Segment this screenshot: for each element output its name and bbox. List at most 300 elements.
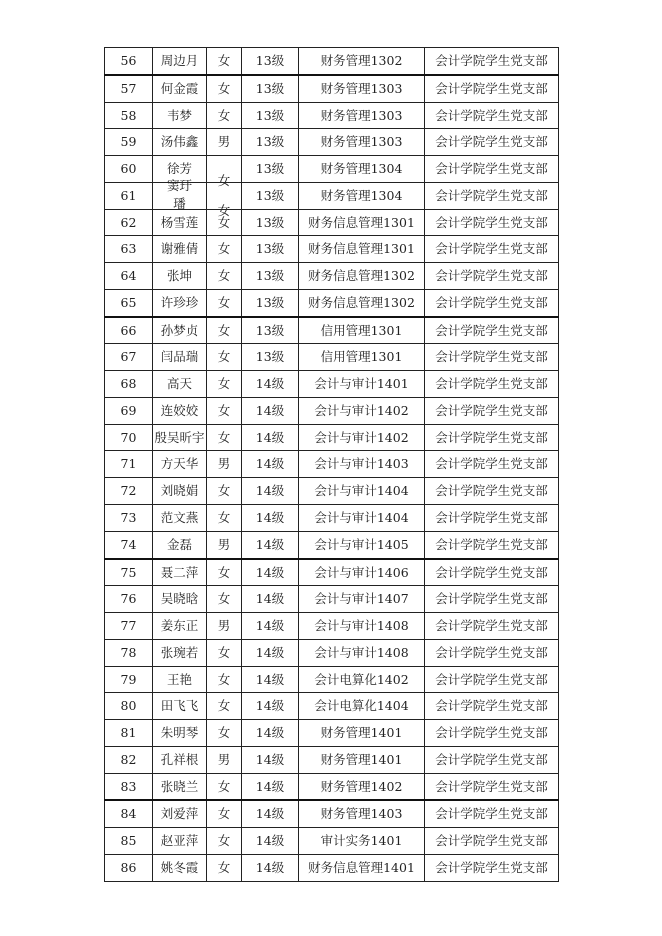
row-number: 57 xyxy=(120,80,137,96)
table-row xyxy=(105,236,559,263)
row-number: 80 xyxy=(120,698,137,714)
class-name-cell xyxy=(299,371,425,398)
grade-cell xyxy=(242,828,299,855)
party-branch-cell xyxy=(425,639,559,666)
gender: 女 xyxy=(217,80,231,96)
grade-cell xyxy=(242,317,299,344)
gender: 女 xyxy=(217,806,231,822)
row-number: 68 xyxy=(120,376,137,392)
row-number-cell xyxy=(105,317,153,344)
class-name: 财务管理1401 xyxy=(320,751,403,767)
party-branch-cell xyxy=(425,75,559,102)
table-row xyxy=(105,182,559,209)
row-number: 59 xyxy=(120,134,137,150)
class-name-cell xyxy=(299,182,425,209)
class-name: 财务管理1304 xyxy=(320,187,403,203)
student-name: 王艳 xyxy=(166,671,192,687)
grade-cell xyxy=(242,773,299,800)
grade-cell xyxy=(242,800,299,827)
table-row xyxy=(105,773,559,800)
row-number: 64 xyxy=(120,268,137,284)
party-branch-cell xyxy=(425,156,559,183)
grade-cell xyxy=(242,424,299,451)
student-name-cell xyxy=(153,828,207,855)
gender: 女 xyxy=(217,268,231,284)
class-name: 财务管理1303 xyxy=(320,134,403,150)
student-name: 方天华 xyxy=(160,456,199,472)
grade-cell xyxy=(242,48,299,75)
grade: 13级 xyxy=(255,294,285,310)
row-number-cell xyxy=(105,613,153,640)
gender-cell xyxy=(207,102,242,129)
row-number: 85 xyxy=(120,833,137,849)
row-number: 73 xyxy=(120,510,137,526)
student-name: 张琬若 xyxy=(160,644,199,660)
row-number-cell xyxy=(105,48,153,75)
row-number: 58 xyxy=(120,107,137,123)
table-row xyxy=(105,505,559,532)
grade-cell xyxy=(242,156,299,183)
grade-cell xyxy=(242,559,299,586)
gender: 女 xyxy=(217,402,231,418)
class-name-cell xyxy=(299,746,425,773)
row-number-cell xyxy=(105,559,153,586)
student-name-cell xyxy=(153,209,207,236)
party-branch-cell xyxy=(425,397,559,424)
class-name-cell xyxy=(299,693,425,720)
gender-cell xyxy=(207,613,242,640)
row-number-cell xyxy=(105,478,153,505)
party-branch-cell xyxy=(425,559,559,586)
table-row xyxy=(105,397,559,424)
row-number: 83 xyxy=(120,778,137,794)
party-branch-cell xyxy=(425,505,559,532)
gender-cell xyxy=(207,289,242,316)
student-name-cell xyxy=(153,720,207,747)
class-name-cell xyxy=(299,209,425,236)
student-name-cell xyxy=(153,559,207,586)
table-row xyxy=(105,613,559,640)
gender: 男 xyxy=(217,134,231,150)
class-name-cell xyxy=(299,75,425,102)
grade-cell xyxy=(242,236,299,263)
row-number: 77 xyxy=(120,618,137,634)
party-branch: 会计学院学生党支部 xyxy=(435,833,548,849)
grade: 13级 xyxy=(255,268,285,284)
class-name: 会计与审计1407 xyxy=(314,591,409,607)
student-name: 周边月 xyxy=(160,53,199,68)
row-number-cell xyxy=(105,129,153,156)
class-name: 审计实务1401 xyxy=(320,833,403,849)
party-branch: 会计学院学生党支部 xyxy=(435,725,548,741)
class-name: 会计与审计1404 xyxy=(314,483,409,499)
student-name: 杨雪莲 xyxy=(160,214,199,230)
table-row xyxy=(105,209,559,236)
class-name-cell xyxy=(299,613,425,640)
class-name-cell xyxy=(299,800,425,827)
table-row xyxy=(105,102,559,129)
student-name-cell xyxy=(153,177,207,211)
gender: 女 xyxy=(217,510,231,526)
row-number: 60 xyxy=(120,161,137,177)
student-name: 张晓兰 xyxy=(160,778,199,794)
row-number: 67 xyxy=(120,349,137,365)
grade: 13级 xyxy=(255,161,285,177)
class-name-cell xyxy=(299,129,425,156)
gender: 女 xyxy=(217,833,231,849)
grade: 14级 xyxy=(255,778,285,794)
student-name: 田飞飞 xyxy=(160,698,199,714)
class-name: 财务管理1302 xyxy=(320,53,403,68)
table-row xyxy=(105,263,559,290)
class-name-cell xyxy=(299,451,425,478)
class-name: 财务管理1303 xyxy=(320,80,403,96)
gender: 女 xyxy=(217,698,231,714)
table-row xyxy=(105,854,559,881)
row-number: 62 xyxy=(120,214,137,230)
row-number: 63 xyxy=(120,241,137,257)
class-name: 财务管理1303 xyxy=(320,107,403,123)
table-row xyxy=(105,531,559,558)
grade-cell xyxy=(242,102,299,129)
grade-cell xyxy=(242,720,299,747)
party-branch: 会计学院学生党支部 xyxy=(435,80,548,96)
student-name-cell xyxy=(153,102,207,129)
party-branch-cell xyxy=(425,613,559,640)
class-name: 财务信息管理1302 xyxy=(308,268,415,284)
party-branch-cell xyxy=(425,693,559,720)
gender-cell xyxy=(207,451,242,478)
party-branch-cell xyxy=(425,720,559,747)
grade: 14级 xyxy=(255,618,285,634)
row-number-cell xyxy=(105,586,153,613)
row-number-cell xyxy=(105,75,153,102)
student-name: 吴晓晗 xyxy=(160,591,199,607)
student-name-cell xyxy=(153,397,207,424)
grade-cell xyxy=(242,182,299,209)
member-table xyxy=(104,47,559,882)
gender-cell xyxy=(207,828,242,855)
gender: 男 xyxy=(217,456,231,472)
student-name-cell xyxy=(153,451,207,478)
row-number: 75 xyxy=(120,564,137,580)
gender-cell xyxy=(207,209,242,236)
row-number-cell xyxy=(105,854,153,881)
row-number-cell xyxy=(105,156,153,183)
row-number: 65 xyxy=(120,294,137,310)
grade-cell xyxy=(242,613,299,640)
row-number: 71 xyxy=(120,456,137,472)
table-row xyxy=(105,371,559,398)
party-branch-cell xyxy=(425,800,559,827)
gender-cell xyxy=(207,397,242,424)
party-branch: 会计学院学生党支部 xyxy=(435,806,548,822)
grade: 14级 xyxy=(255,564,285,580)
party-branch-cell xyxy=(425,828,559,855)
gender: 男 xyxy=(217,618,231,634)
student-name: 徐芳 xyxy=(166,161,192,177)
row-number-cell xyxy=(105,263,153,290)
grade: 14级 xyxy=(255,483,285,499)
row-number-cell xyxy=(105,666,153,693)
grade: 14级 xyxy=(255,402,285,418)
gender-cell xyxy=(207,559,242,586)
row-number-cell xyxy=(105,424,153,451)
gender-cell xyxy=(207,263,242,290)
gender-cell xyxy=(207,317,242,344)
student-name-cell xyxy=(153,505,207,532)
student-name-cell xyxy=(153,613,207,640)
class-name: 财务管理1402 xyxy=(320,778,403,794)
gender: 男 xyxy=(217,536,231,552)
class-name-cell xyxy=(299,289,425,316)
student-name-cell xyxy=(153,75,207,102)
grade: 14级 xyxy=(255,806,285,822)
grade-cell xyxy=(242,586,299,613)
row-number: 76 xyxy=(120,591,137,607)
grade: 14级 xyxy=(255,751,285,767)
party-branch-cell xyxy=(425,48,559,75)
grade-cell xyxy=(242,344,299,371)
student-name: 朱明琴 xyxy=(160,725,199,741)
row-number-cell xyxy=(105,531,153,558)
grade: 13级 xyxy=(255,80,285,96)
class-name-cell xyxy=(299,478,425,505)
gender-cell xyxy=(207,505,242,532)
table-row xyxy=(105,289,559,316)
party-branch: 会计学院学生党支部 xyxy=(435,322,548,338)
party-branch: 会计学院学生党支部 xyxy=(435,429,548,445)
gender-cell xyxy=(207,693,242,720)
party-branch-cell xyxy=(425,854,559,881)
student-name: 窦玗璠 xyxy=(166,177,192,211)
row-number: 78 xyxy=(120,644,137,660)
gender-cell xyxy=(207,371,242,398)
class-name-cell xyxy=(299,236,425,263)
student-name-cell xyxy=(153,693,207,720)
gender: 女 xyxy=(217,483,231,499)
gender: 女 xyxy=(217,294,231,310)
student-name: 孙梦贞 xyxy=(160,322,199,338)
party-branch-cell xyxy=(425,236,559,263)
grade: 14级 xyxy=(255,510,285,526)
class-name: 信用管理1301 xyxy=(320,349,403,365)
grade-cell xyxy=(242,451,299,478)
class-name-cell xyxy=(299,666,425,693)
gender: 女 xyxy=(217,429,231,445)
grade-cell xyxy=(242,531,299,558)
party-branch: 会计学院学生党支部 xyxy=(435,376,548,392)
row-number: 70 xyxy=(120,429,137,445)
gender: 女 xyxy=(217,376,231,392)
row-number: 86 xyxy=(120,859,137,875)
class-name-cell xyxy=(299,156,425,183)
party-branch: 会计学院学生党支部 xyxy=(435,456,548,472)
table-row xyxy=(105,478,559,505)
row-number: 56 xyxy=(120,53,137,68)
grade-cell xyxy=(242,693,299,720)
class-name: 会计与审计1402 xyxy=(314,402,409,418)
grade: 14级 xyxy=(255,456,285,472)
row-number: 82 xyxy=(120,751,137,767)
gender-cell xyxy=(207,531,242,558)
party-branch: 会计学院学生党支部 xyxy=(435,671,548,687)
table-row xyxy=(105,586,559,613)
gender: 女 xyxy=(217,202,231,218)
row-number: 66 xyxy=(120,322,137,338)
party-branch: 会计学院学生党支部 xyxy=(435,268,548,284)
table-row xyxy=(105,746,559,773)
grade: 13级 xyxy=(255,322,285,338)
gender: 女 xyxy=(217,644,231,660)
student-name: 高天 xyxy=(166,376,192,392)
party-branch-cell xyxy=(425,746,559,773)
student-name-cell xyxy=(153,854,207,881)
gender-cell xyxy=(207,639,242,666)
class-name-cell xyxy=(299,317,425,344)
party-branch: 会计学院学生党支部 xyxy=(435,187,548,203)
gender-cell xyxy=(207,586,242,613)
grade: 14级 xyxy=(255,644,285,660)
gender: 女 xyxy=(217,214,231,230)
grade: 14级 xyxy=(255,429,285,445)
table-row xyxy=(105,693,559,720)
grade-cell xyxy=(242,129,299,156)
gender: 女 xyxy=(217,107,231,123)
class-name-cell xyxy=(299,773,425,800)
grade-cell xyxy=(242,397,299,424)
student-name: 赵亚萍 xyxy=(160,833,199,849)
grade: 13级 xyxy=(255,107,285,123)
row-number-cell xyxy=(105,451,153,478)
student-name-cell xyxy=(153,639,207,666)
table-row xyxy=(105,48,559,75)
party-branch: 会计学院学生党支部 xyxy=(435,510,548,526)
table-row xyxy=(105,800,559,827)
row-number-cell xyxy=(105,693,153,720)
table-row xyxy=(105,344,559,371)
class-name: 会计与审计1403 xyxy=(314,456,409,472)
gender: 女 xyxy=(217,859,231,875)
party-branch-cell xyxy=(425,263,559,290)
party-branch: 会计学院学生党支部 xyxy=(435,161,548,177)
party-branch: 会计学院学生党支部 xyxy=(435,751,548,767)
student-name: 聂二萍 xyxy=(160,564,199,580)
student-name-cell xyxy=(153,666,207,693)
student-name-cell xyxy=(153,586,207,613)
gender: 女 xyxy=(217,564,231,580)
student-name-cell xyxy=(153,531,207,558)
gender-cell xyxy=(207,800,242,827)
grade-cell xyxy=(242,209,299,236)
class-name: 财务管理1401 xyxy=(320,725,403,741)
grade: 13级 xyxy=(255,214,285,230)
gender-cell xyxy=(207,424,242,451)
grade-cell xyxy=(242,75,299,102)
party-branch: 会计学院学生党支部 xyxy=(435,107,548,123)
class-name: 会计与审计1402 xyxy=(314,429,409,445)
class-name: 财务信息管理1301 xyxy=(308,214,415,230)
party-branch: 会计学院学生党支部 xyxy=(435,349,548,365)
student-name-cell xyxy=(153,800,207,827)
student-name: 何金霞 xyxy=(160,80,199,96)
grade-cell xyxy=(242,478,299,505)
party-branch: 会计学院学生党支部 xyxy=(435,778,548,794)
gender-cell xyxy=(207,236,242,263)
class-name-cell xyxy=(299,48,425,75)
party-branch-cell xyxy=(425,424,559,451)
gender: 女 xyxy=(217,349,231,365)
party-branch-cell xyxy=(425,289,559,316)
student-name-cell xyxy=(153,478,207,505)
table-row xyxy=(105,720,559,747)
grade: 13级 xyxy=(255,187,285,203)
party-branch-cell xyxy=(425,209,559,236)
class-name: 会计电算化1402 xyxy=(314,671,409,687)
student-name-cell xyxy=(153,317,207,344)
gender-cell xyxy=(207,854,242,881)
gender-cell xyxy=(207,666,242,693)
row-number-cell xyxy=(105,209,153,236)
gender: 女 xyxy=(217,778,231,794)
student-name-cell xyxy=(153,129,207,156)
party-branch: 会计学院学生党支部 xyxy=(435,536,548,552)
class-name: 财务信息管理1301 xyxy=(308,241,415,257)
party-branch: 会计学院学生党支部 xyxy=(435,483,548,499)
row-number-cell xyxy=(105,397,153,424)
student-name-cell xyxy=(153,236,207,263)
party-branch-cell xyxy=(425,129,559,156)
student-name-cell xyxy=(153,263,207,290)
row-number: 79 xyxy=(120,671,137,687)
student-name: 谢雅倩 xyxy=(160,241,199,257)
row-number-cell xyxy=(105,344,153,371)
class-name-cell xyxy=(299,828,425,855)
student-name: 刘晓娟 xyxy=(160,483,199,499)
party-branch: 会计学院学生党支部 xyxy=(435,241,548,257)
table-row xyxy=(105,75,559,102)
class-name: 财务管理1403 xyxy=(320,806,403,822)
table-row xyxy=(105,828,559,855)
gender: 女 xyxy=(217,322,231,338)
row-number-cell xyxy=(105,182,153,209)
class-name-cell xyxy=(299,102,425,129)
student-name-cell xyxy=(153,344,207,371)
row-number-cell xyxy=(105,102,153,129)
grade: 13级 xyxy=(255,241,285,257)
grade-cell xyxy=(242,505,299,532)
party-branch: 会计学院学生党支部 xyxy=(435,214,548,230)
row-number-cell xyxy=(105,505,153,532)
class-name: 会计与审计1404 xyxy=(314,510,409,526)
table-row xyxy=(105,559,559,586)
class-name: 财务信息管理1401 xyxy=(308,859,415,875)
party-branch-cell xyxy=(425,182,559,209)
party-branch: 会计学院学生党支部 xyxy=(435,859,548,875)
row-number-cell xyxy=(105,800,153,827)
class-name-cell xyxy=(299,505,425,532)
table-row xyxy=(105,451,559,478)
student-name: 姜东正 xyxy=(160,618,199,634)
gender-cell xyxy=(207,182,242,218)
class-name: 财务管理1304 xyxy=(320,161,403,177)
grade-cell xyxy=(242,371,299,398)
row-number-cell xyxy=(105,236,153,263)
party-branch-cell xyxy=(425,102,559,129)
party-branch-cell xyxy=(425,317,559,344)
grade: 14级 xyxy=(255,725,285,741)
student-name-cell xyxy=(153,773,207,800)
